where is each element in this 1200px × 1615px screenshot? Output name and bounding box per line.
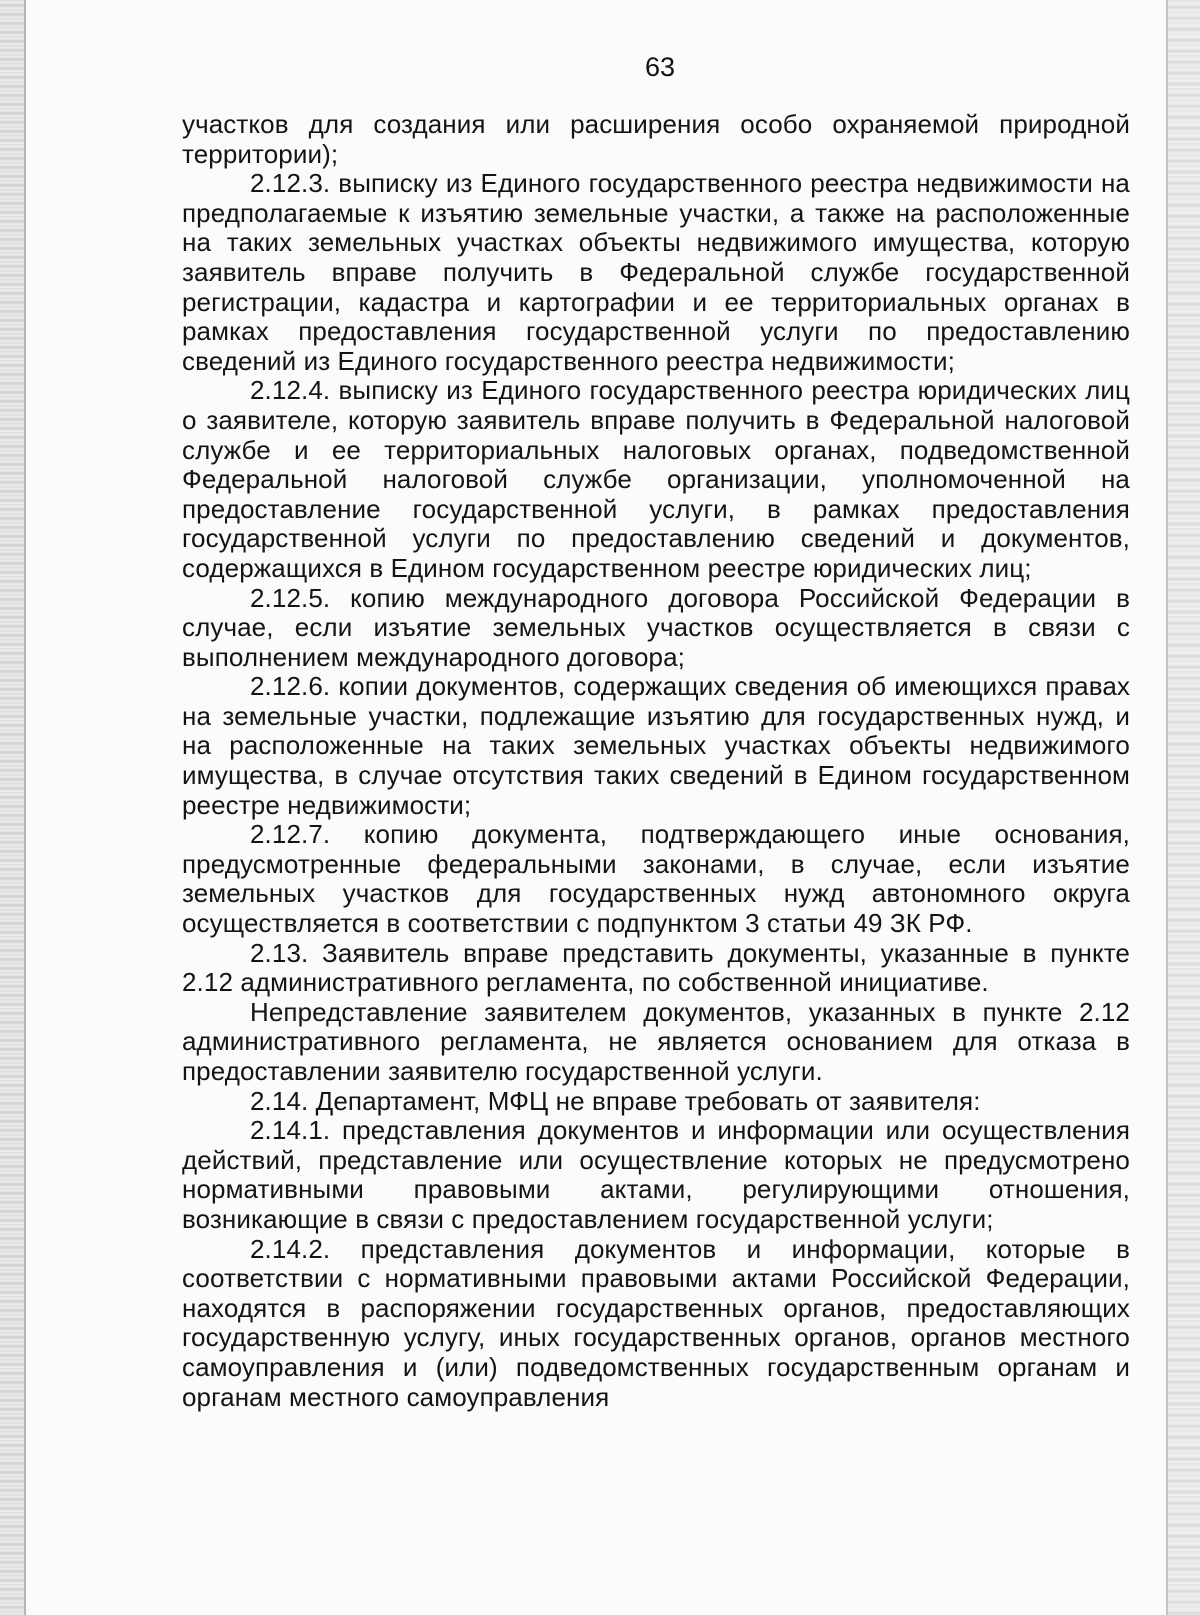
paragraph: Непредставление заявителем документов, указанных в пункте 2.12 административного регламента, не является основанием для отказа в предоставлении заявителю государственной услуги. bbox=[182, 996, 1130, 1086]
paragraph: 2.12.3. выписку из Единого государственного реестра недвижимости на предполагаемые к изъятию земельные участки, а также на расположенные на таких земельных участках объекты недвижимого имущества, которую заявитель вправе получить в Федеральной службе государственной регистрации, кадастра и картографии и ее территориальных органах в рамках предоставления государственной услуги по предоставлению сведений из Единого государственного реестра недвижимости; bbox=[182, 168, 1130, 376]
paragraph: 2.12.6. копии документов, содержащих сведения об имеющихся правах на земельные участки, подлежащие изъятию для государственных нужд, и на расположенные на таких земельных участках объекты недвижимого имущества, в случае отсутствия таких сведений в Едином государственном реестре недвижимости; bbox=[182, 671, 1130, 820]
paragraph: 2.14.1. представления документов и информации или осуществления действий, представление или осуществление которых не предусмотрено нормативными правовыми актами, регулирующими отношения, возникающие в связи с предоставлением государственной услуги; bbox=[182, 1115, 1130, 1234]
body-text bbox=[182, 110, 1130, 1412]
scan-edge-left bbox=[0, 0, 26, 1615]
page-number: 63 bbox=[644, 52, 676, 82]
paragraph: 2.14.2. представления документов и информации, которые в соответствии с нормативными правовыми актами Российской Федерации, находятся в распоряжении государственных органов, предоставляющих государственную услугу, иных государственных органов, органов местного самоуправления и (или) подведомственных государственным органам и органам местного самоуправления bbox=[182, 1233, 1130, 1412]
paragraph: 2.12.4. выписку из Единого государственного реестра юридических лиц о заявителе, которую заявитель вправе получить в Федеральной налоговой службе и ее территориальных налоговых органах, подведомственной Федеральной налоговой службе организации, уполномоченной на предоставление государственной услуги, в рамках предоставления государственной услуги по предоставлению сведений и документов, содержащихся в Едином государственном реестре юридических лиц; bbox=[182, 375, 1130, 583]
paragraph: участков для создания или расширения особо охраняемой природной территории); bbox=[182, 109, 1130, 169]
paragraph: 2.12.5. копию международного договора Российской Федерации в случае, если изъятие земельных участков осуществляется в связи с выполнением международного договора; bbox=[182, 582, 1130, 672]
paragraph: 2.13. Заявитель вправе представить документы, указанные в пункте 2.12 административного регламента, по собственной инициативе. bbox=[182, 937, 1130, 998]
scan-edge-right bbox=[1166, 0, 1200, 1615]
paragraph: 2.14. Департамент, МФЦ не вправе требовать от заявителя: bbox=[250, 1085, 981, 1116]
paragraph: 2.12.7. копию документа, подтверждающего иные основания, предусмотренные федеральными законами, в случае, если изъятие земельных участков для государственных нужд автономного округа осуществляется в соответствии с подпунктом 3 статьи 49 ЗК РФ. bbox=[182, 819, 1130, 939]
